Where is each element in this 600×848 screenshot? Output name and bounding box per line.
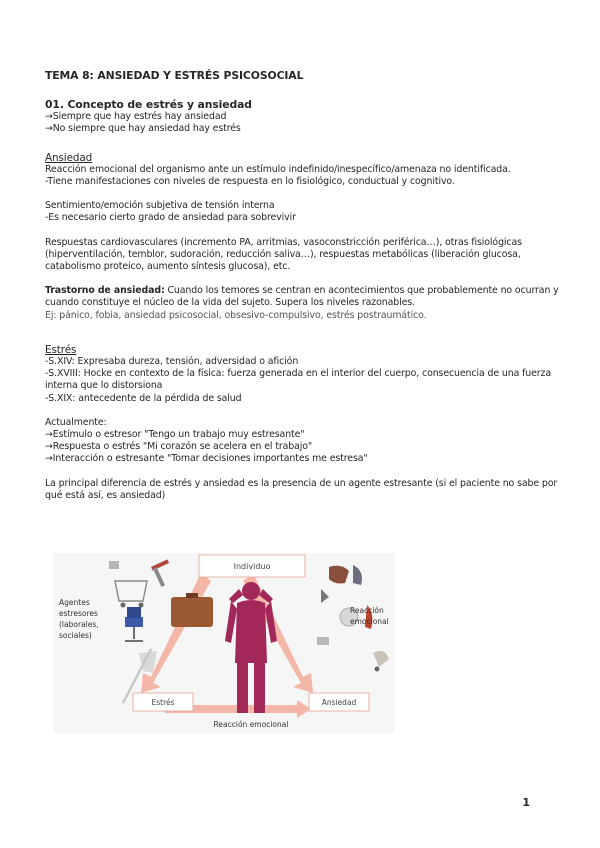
individuo-label: Individuo bbox=[233, 562, 271, 571]
page-number: 1 bbox=[522, 796, 530, 809]
page-content bbox=[45, 70, 560, 502]
actual-3: →Interacción o estresante "Tomar decisiones importantes me estresa" bbox=[45, 453, 368, 465]
ansiedad-box-label: Ansiedad bbox=[321, 698, 357, 707]
diferencia-paragraph: La principal diferencia de estrés y ansiedad es la presencia de un agente estresante (si el paciente no sabe por qué está así, es ansiedad) bbox=[45, 477, 558, 501]
reaccion-emocional-label: Reacción emocional bbox=[213, 720, 289, 729]
bullet-2: →No siempre que hay ansiedad hay estrés bbox=[45, 123, 241, 135]
actual-1: →Estímulo o estresor "Tengo un trabajo muy estresante" bbox=[45, 429, 305, 441]
agentes-label-2: estresores bbox=[59, 609, 98, 618]
estres-history-3: -S.XIX: antecedente de la pérdida de salud bbox=[45, 392, 242, 404]
trastorno-text: Cuando los temores se centran en acontecimientos que probablemente no ocurran y cuando constituye el núcleo de la vida del sujeto. Supera los niveles razonables. bbox=[45, 285, 559, 309]
estres-history-1: -S.XIV: Expresaba dureza, tensión, adversidad o afición bbox=[45, 356, 299, 368]
agentes-label-3: (laborales, bbox=[59, 620, 99, 629]
stress-anxiety-figure bbox=[53, 553, 395, 733]
actual-2: →Respuesta o estrés "Mi corazón se acelera en el trabajo" bbox=[45, 441, 313, 453]
ansiedad-manifestations: -Tiene manifestaciones con niveles de respuesta en lo fisiológico, conductual y cognitivo. bbox=[45, 176, 455, 188]
ansiedad-necesario: -Es necesario cierto grado de ansiedad para sobrevivir bbox=[45, 212, 296, 224]
estres-box-label: Estrés bbox=[151, 698, 175, 707]
actualmente-label: Actualmente: bbox=[45, 416, 107, 428]
section-heading: 01. Concepto de estrés y ansiedad bbox=[45, 98, 252, 112]
ansiedad-respuestas: Respuestas cardiovasculares (incremento PA, arritmias, vasoconstricción periférica…), otras fisiológicas (hiperventilación, temblor, sudoración, reducción saliva…), respuestas metabólicas (liberación glucosa, catabolismo proteico, aumento síntesis glucosa), etc. bbox=[45, 236, 522, 273]
trastorno-paragraph bbox=[45, 285, 560, 309]
estres-history-2: -S.XVIII: Hocke en contexto de la física: fuerza generada en el interior del cuerpo, consecuencia de una fuerza interna que lo distorsiona bbox=[45, 368, 552, 392]
ansiedad-heading: Ansiedad bbox=[45, 151, 93, 164]
ansiedad-definition: Reacción emocional del organismo ante un estímulo indefinido/inespecífico/amenaza no identificada. bbox=[45, 163, 511, 175]
bullet-1: →Siempre que hay estrés hay ansiedad bbox=[45, 111, 227, 123]
figure-svg bbox=[53, 553, 395, 733]
estres-heading: Estrés bbox=[45, 343, 77, 356]
page-title: TEMA 8: ANSIEDAD Y ESTRÉS PSICOSOCIAL bbox=[45, 69, 304, 82]
agentes-label-1: Agentes bbox=[59, 598, 90, 607]
trastorno-ejemplos: Ej: pánico, fobia, ansiedad psicosocial, obsesivo-compulsivo, estrés postraumático. bbox=[45, 309, 427, 321]
ansiedad-sentimiento: Sentimiento/emoción subjetiva de tensión interna bbox=[45, 200, 275, 212]
reaccion-label-2: emocional bbox=[350, 617, 389, 626]
agentes-label-4: sociales) bbox=[59, 631, 92, 640]
reaccion-label-1: Reacción bbox=[350, 606, 384, 615]
trastorno-label: Trastorno de ansiedad: bbox=[45, 285, 165, 297]
